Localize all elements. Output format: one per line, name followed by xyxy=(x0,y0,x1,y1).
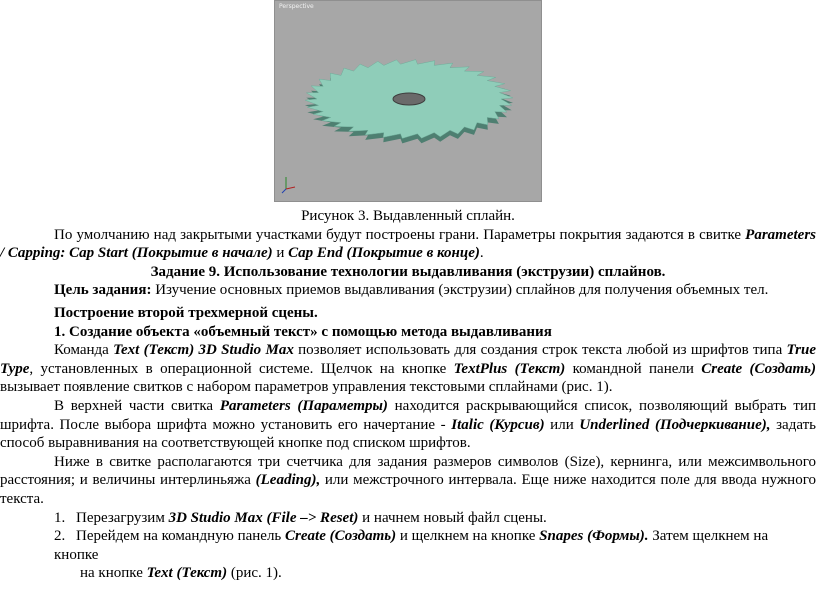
list-number: 2. xyxy=(54,528,66,545)
document-body xyxy=(0,207,816,583)
term: Text (Текст) 3D Studio Max xyxy=(113,342,294,359)
text: По умолчанию над закрытыми участками будут построены грани. Параметры покрытия задаются в свитке xyxy=(54,226,742,243)
text: Ниже в свитке располагаются три счетчика для задания размеров символов (Size), кернинга, или межсимвольного расстояния; и величины интерлиньяжа xyxy=(0,453,816,489)
text: Перезагрузим xyxy=(76,509,169,526)
heading-extrude-text: 1. Создание объекта «объемный текст» с помощью метода выдавливания xyxy=(54,323,552,340)
text: находится раскрывающийся список, позволяющий выбрать тип шрифта. После выбора шрифта можно установить его начертание - xyxy=(0,397,816,433)
text: (рис. 1). xyxy=(227,565,282,582)
term: Text (Текст) xyxy=(146,565,228,582)
paragraph-counters xyxy=(0,453,816,509)
saw-blade-image xyxy=(275,1,543,203)
text: или xyxy=(544,416,580,433)
text: задать способ выравнивания на соответствующей кнопке под списком шрифтов. xyxy=(0,416,816,452)
goal-text: Изучение основных приемов выдавливания (экструзии) сплайнов для получения объемных тел. xyxy=(151,282,769,299)
text: командной панели xyxy=(565,360,702,377)
paragraph-text-command xyxy=(0,341,816,397)
term: Create (Создать) xyxy=(285,528,397,545)
term: Create (Создать) xyxy=(701,360,816,377)
term: Parameters / Capping: Cap Start (Покрытие в начале) xyxy=(0,226,816,262)
term: 3D Studio Max (File –> Reset) xyxy=(168,509,359,526)
text: В верхней части свитка xyxy=(54,397,220,414)
list-item-continuation: на кнопке Text (Текст) (рис. 1). xyxy=(80,565,282,582)
saw-blade-hole xyxy=(393,93,425,105)
text: . xyxy=(479,245,484,262)
list-number: 1. xyxy=(54,509,66,526)
text: или межстрочного интервала. Еще ниже находится поле для ввода нужного текста. xyxy=(0,472,816,507)
term: Cap End (Покрытие в конце) xyxy=(288,245,480,262)
task-title: Задание 9. Использование технологии выдавливания (экструзии) сплайнов. xyxy=(150,263,666,280)
paragraph-capping xyxy=(0,226,816,263)
term: Underlined (Подчеркивание), xyxy=(579,416,771,433)
term: Parameters (Параметры) xyxy=(219,397,388,414)
term: True Type xyxy=(0,342,816,377)
figure-viewport xyxy=(274,0,542,202)
list-item xyxy=(0,509,816,528)
figure-caption: Рисунок 3. Выдавленный сплайн. xyxy=(301,208,515,224)
text: позволяет использовать для создания строк текста любой из шрифтов типа xyxy=(293,342,787,359)
list-item xyxy=(0,527,816,564)
text: Перейдем на командную панель xyxy=(76,528,286,545)
heading-second-scene: Построение второй трехмерной сцены. xyxy=(54,304,318,321)
text: Затем щелкнем на кнопке xyxy=(54,528,769,563)
text: и начнем новый файл сцены. xyxy=(358,509,547,526)
text: и xyxy=(272,245,289,262)
axis-gizmo-icon xyxy=(282,177,295,193)
text: вызывает появление свитков с набором параметров управления текстовыми сплайнами (рис. 1). xyxy=(0,379,613,396)
term: Snapes (Формы). xyxy=(539,528,649,545)
text: и щелкнем на кнопке xyxy=(396,528,540,545)
term: (Leading), xyxy=(255,472,321,489)
goal-paragraph xyxy=(0,281,816,300)
paragraph-parameters xyxy=(0,397,816,453)
goal-label: Цель задания: xyxy=(54,282,152,299)
text: Команда xyxy=(54,342,114,359)
term: Italic (Курсив) xyxy=(451,416,545,433)
text: , установленных в операционной системе. Щелчок на кнопке xyxy=(29,360,454,377)
term: TextPlus (Текст) xyxy=(453,360,566,377)
viewport-label: Perspective xyxy=(279,3,314,10)
